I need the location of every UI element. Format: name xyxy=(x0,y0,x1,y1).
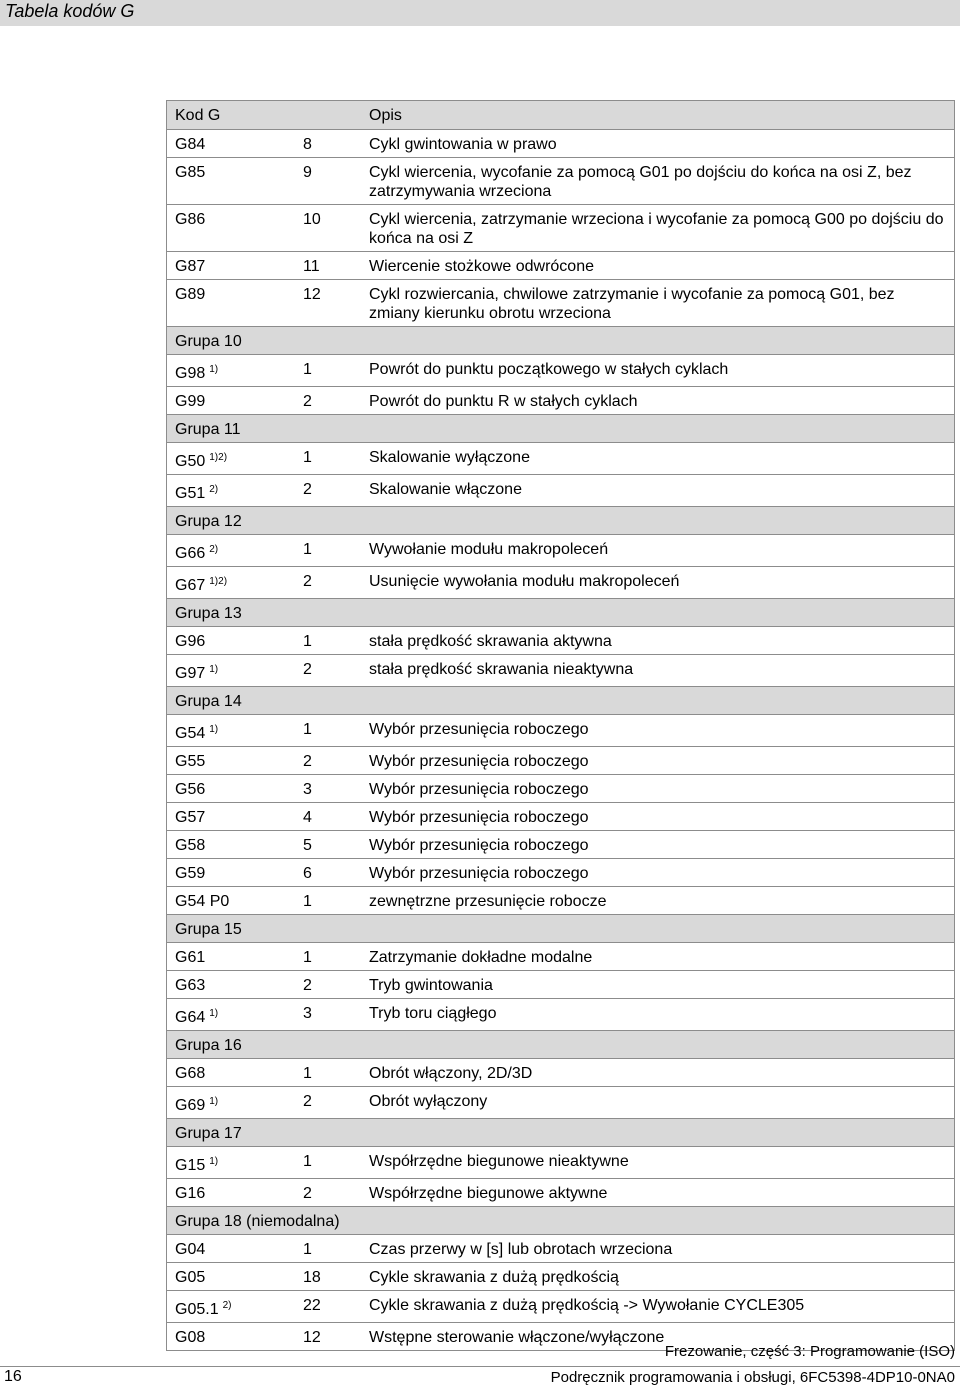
footnote-marker: 2) xyxy=(222,1300,232,1311)
g-code: G98 xyxy=(175,365,206,382)
description: Cykl wiercenia, zatrzymanie wrzeciona i wycofanie za pomocą G00 po dojściu do końca na osi Z xyxy=(361,205,955,252)
group-cell xyxy=(167,415,955,443)
group-row xyxy=(167,915,955,943)
table-row xyxy=(167,943,955,971)
group-number: 12 xyxy=(289,280,361,327)
g-code-cell xyxy=(167,1235,290,1263)
table-row xyxy=(167,859,955,887)
table-row xyxy=(167,747,955,775)
table-row xyxy=(167,831,955,859)
group-label: Grupa 15 xyxy=(175,921,242,938)
g-code: G50 xyxy=(175,453,206,470)
description: Wybór przesunięcia roboczego xyxy=(361,775,955,803)
g-code: G56 xyxy=(175,781,206,798)
group-number: 1 xyxy=(289,887,361,915)
description: Cykl wiercenia, wycofanie za pomocą G01 po dojściu do końca na osi Z, bez zatrzymywania wrzeciona xyxy=(361,158,955,205)
g-code-cell xyxy=(167,475,290,507)
description: Wybór przesunięcia roboczego xyxy=(361,747,955,775)
g-code: G89 xyxy=(175,286,206,303)
g-code-cell xyxy=(167,999,290,1031)
footnote-marker: 1)2) xyxy=(209,576,228,587)
table-row xyxy=(167,655,955,687)
group-number: 11 xyxy=(289,252,361,280)
description: Tryb gwintowania xyxy=(361,971,955,999)
description: Tryb toru ciągłego xyxy=(361,999,955,1031)
group-cell xyxy=(167,687,955,715)
g-code-cell xyxy=(167,567,290,599)
group-number: 1 xyxy=(289,1147,361,1179)
table-row xyxy=(167,443,955,475)
group-label: Grupa 13 xyxy=(175,605,242,622)
footer-section: Frezowanie, część 3: Programowanie (ISO) xyxy=(664,1343,955,1360)
group-label: Grupa 14 xyxy=(175,693,242,710)
g-code: G54 P0 xyxy=(175,893,230,910)
group-number: 1 xyxy=(289,355,361,387)
group-number: 1 xyxy=(289,1235,361,1263)
g-code: G05 xyxy=(175,1269,206,1286)
g-code: G15 xyxy=(175,1157,206,1174)
table-row xyxy=(167,1263,955,1291)
g-code-cell xyxy=(167,355,290,387)
group-number: 10 xyxy=(289,205,361,252)
footnote-marker: 2) xyxy=(209,484,219,495)
g-code: G87 xyxy=(175,258,206,275)
g-code-cell xyxy=(167,775,290,803)
group-row xyxy=(167,1031,955,1059)
group-row xyxy=(167,507,955,535)
description: Skalowanie włączone xyxy=(361,475,955,507)
group-number: 2 xyxy=(289,655,361,687)
group-number: 1 xyxy=(289,1059,361,1087)
g-code-cell xyxy=(167,252,290,280)
description: stała prędkość skrawania aktywna xyxy=(361,627,955,655)
group-number: 1 xyxy=(289,627,361,655)
description: Wiercenie stożkowe odwrócone xyxy=(361,252,955,280)
group-row xyxy=(167,1119,955,1147)
g-code: G58 xyxy=(175,837,206,854)
page-header xyxy=(0,0,960,26)
description: stała prędkość skrawania nieaktywna xyxy=(361,655,955,687)
g-code-table xyxy=(166,100,955,1351)
group-row xyxy=(167,415,955,443)
footnote-marker: 1) xyxy=(209,664,219,675)
header-code: Kod G xyxy=(167,101,290,130)
group-label: Grupa 16 xyxy=(175,1037,242,1054)
description: Współrzędne biegunowe aktywne xyxy=(361,1179,955,1207)
g-code: G16 xyxy=(175,1185,206,1202)
group-number: 2 xyxy=(289,747,361,775)
g-code-cell xyxy=(167,1059,290,1087)
footnote-marker: 1)2) xyxy=(209,452,228,463)
group-number: 22 xyxy=(289,1291,361,1323)
table-row xyxy=(167,1059,955,1087)
table-row xyxy=(167,1147,955,1179)
footnote-marker: 1) xyxy=(209,1096,219,1107)
description: Zatrzymanie dokładne modalne xyxy=(361,943,955,971)
description: Wybór przesunięcia roboczego xyxy=(361,715,955,747)
g-code: G54 xyxy=(175,725,206,742)
table-row xyxy=(167,627,955,655)
footnote-marker: 1) xyxy=(209,724,219,735)
description: Usunięcie wywołania modułu makropoleceń xyxy=(361,567,955,599)
table-body xyxy=(167,101,955,1351)
table-row xyxy=(167,130,955,158)
description: Wybór przesunięcia roboczego xyxy=(361,859,955,887)
g-code: G55 xyxy=(175,753,206,770)
footnote-marker: 1) xyxy=(209,1008,219,1019)
group-number: 1 xyxy=(289,943,361,971)
table-row xyxy=(167,971,955,999)
group-cell xyxy=(167,1207,955,1235)
description: Wywołanie modułu makropoleceń xyxy=(361,535,955,567)
g-code-cell xyxy=(167,205,290,252)
table-row xyxy=(167,252,955,280)
g-code: G97 xyxy=(175,665,206,682)
g-code-cell xyxy=(167,1179,290,1207)
group-label: Grupa 18 xyxy=(175,1213,242,1230)
group-row xyxy=(167,687,955,715)
description: Skalowanie wyłączone xyxy=(361,443,955,475)
group-label: Grupa 12 xyxy=(175,513,242,530)
group-row xyxy=(167,1207,955,1235)
description: Obrót wyłączony xyxy=(361,1087,955,1119)
description: Wybór przesunięcia roboczego xyxy=(361,831,955,859)
g-code-cell xyxy=(167,887,290,915)
g-code: G66 xyxy=(175,545,206,562)
description: Wstępne sterowanie włączone/wyłączone xyxy=(361,1323,955,1351)
g-code-cell xyxy=(167,627,290,655)
footer-divider xyxy=(0,1366,960,1367)
group-number: 2 xyxy=(289,971,361,999)
table-row xyxy=(167,280,955,327)
table-row xyxy=(167,567,955,599)
table-row xyxy=(167,205,955,252)
table-row xyxy=(167,158,955,205)
g-code: G64 xyxy=(175,1009,206,1026)
g-code-cell xyxy=(167,715,290,747)
group-cell xyxy=(167,327,955,355)
group-cell xyxy=(167,1119,955,1147)
table-row xyxy=(167,999,955,1031)
group-number: 3 xyxy=(289,775,361,803)
group-number: 4 xyxy=(289,803,361,831)
g-code: G86 xyxy=(175,211,206,228)
table-row xyxy=(167,1291,955,1323)
g-code: G63 xyxy=(175,977,206,994)
description: Cykl rozwiercania, chwilowe zatrzymanie i wycofanie za pomocą G01, bez zmiany kierunku obrotu wrzeciona xyxy=(361,280,955,327)
table-row xyxy=(167,355,955,387)
g-code: G67 xyxy=(175,577,206,594)
group-number: 12 xyxy=(289,1323,361,1351)
description: Współrzędne biegunowe nieaktywne xyxy=(361,1147,955,1179)
group-number: 9 xyxy=(289,158,361,205)
g-code-cell xyxy=(167,1291,290,1323)
footnote-marker: 1) xyxy=(209,364,219,375)
g-code: G05.1 xyxy=(175,1301,219,1318)
table-row xyxy=(167,887,955,915)
g-code-cell xyxy=(167,1087,290,1119)
table-row xyxy=(167,715,955,747)
group-number: 18 xyxy=(289,1263,361,1291)
g-code: G84 xyxy=(175,136,206,153)
g-code: G51 xyxy=(175,485,206,502)
group-cell xyxy=(167,915,955,943)
g-code-cell xyxy=(167,655,290,687)
description: Cykle skrawania z dużą prędkością xyxy=(361,1263,955,1291)
header-desc: Opis xyxy=(361,101,955,130)
g-code-cell xyxy=(167,1323,290,1351)
g-code-cell xyxy=(167,1147,290,1179)
page-title: Tabela kodów G xyxy=(5,1,135,21)
group-number: 1 xyxy=(289,535,361,567)
description: zewnętrzne przesunięcie robocze xyxy=(361,887,955,915)
description: Obrót włączony, 2D/3D xyxy=(361,1059,955,1087)
description: Powrót do punktu R w stałych cyklach xyxy=(361,387,955,415)
g-code: G04 xyxy=(175,1241,206,1258)
group-number: 1 xyxy=(289,715,361,747)
footer-manual: Podręcznik programowania i obsługi, 6FC5398-4DP10-0NA0 xyxy=(550,1369,955,1386)
group-number: 2 xyxy=(289,1087,361,1119)
description: Powrót do punktu początkowego w stałych cyklach xyxy=(361,355,955,387)
g-code-cell xyxy=(167,803,290,831)
description: Wybór przesunięcia roboczego xyxy=(361,803,955,831)
table-row xyxy=(167,803,955,831)
g-code: G69 xyxy=(175,1097,206,1114)
g-code-cell xyxy=(167,943,290,971)
description: Cykl gwintowania w prawo xyxy=(361,130,955,158)
group-number: 8 xyxy=(289,130,361,158)
g-code-cell xyxy=(167,747,290,775)
g-code: G08 xyxy=(175,1329,206,1346)
header-num xyxy=(289,101,361,130)
g-code-cell xyxy=(167,535,290,567)
group-label: Grupa 17 xyxy=(175,1125,242,1142)
g-code: G99 xyxy=(175,393,206,410)
g-code-cell xyxy=(167,859,290,887)
group-row xyxy=(167,327,955,355)
group-number: 5 xyxy=(289,831,361,859)
table-row xyxy=(167,1235,955,1263)
group-row xyxy=(167,599,955,627)
g-code-cell xyxy=(167,158,290,205)
table-row xyxy=(167,387,955,415)
group-cell xyxy=(167,1031,955,1059)
g-code-cell xyxy=(167,387,290,415)
footnote-marker: 1) xyxy=(209,1156,219,1167)
g-code: G59 xyxy=(175,865,206,882)
group-number: 3 xyxy=(289,999,361,1031)
description: Cykle skrawania z dużą prędkością -> Wywołanie CYCLE305 xyxy=(361,1291,955,1323)
g-code-cell xyxy=(167,130,290,158)
table-row xyxy=(167,1087,955,1119)
g-code-cell xyxy=(167,831,290,859)
g-code-cell xyxy=(167,1263,290,1291)
g-code: G96 xyxy=(175,633,206,650)
group-label: Grupa 10 xyxy=(175,333,242,350)
page-number: 16 xyxy=(4,1368,22,1385)
group-note: (niemodalna) xyxy=(241,1213,340,1230)
g-code: G85 xyxy=(175,164,206,181)
g-code: G57 xyxy=(175,809,206,826)
group-number: 6 xyxy=(289,859,361,887)
group-number: 2 xyxy=(289,475,361,507)
group-number: 2 xyxy=(289,387,361,415)
group-cell xyxy=(167,507,955,535)
g-code-cell xyxy=(167,280,290,327)
g-code-cell xyxy=(167,443,290,475)
group-number: 1 xyxy=(289,443,361,475)
table-row xyxy=(167,475,955,507)
table-row xyxy=(167,535,955,567)
group-label: Grupa 11 xyxy=(175,421,241,438)
group-number: 2 xyxy=(289,1179,361,1207)
table-row xyxy=(167,1179,955,1207)
table-row xyxy=(167,775,955,803)
footnote-marker: 2) xyxy=(209,544,219,555)
g-code: G68 xyxy=(175,1065,206,1082)
g-code-cell xyxy=(167,971,290,999)
group-number: 2 xyxy=(289,567,361,599)
group-cell xyxy=(167,599,955,627)
table-header-row xyxy=(167,101,955,130)
g-code: G61 xyxy=(175,949,206,966)
description: Czas przerwy w [s] lub obrotach wrzeciona xyxy=(361,1235,955,1263)
